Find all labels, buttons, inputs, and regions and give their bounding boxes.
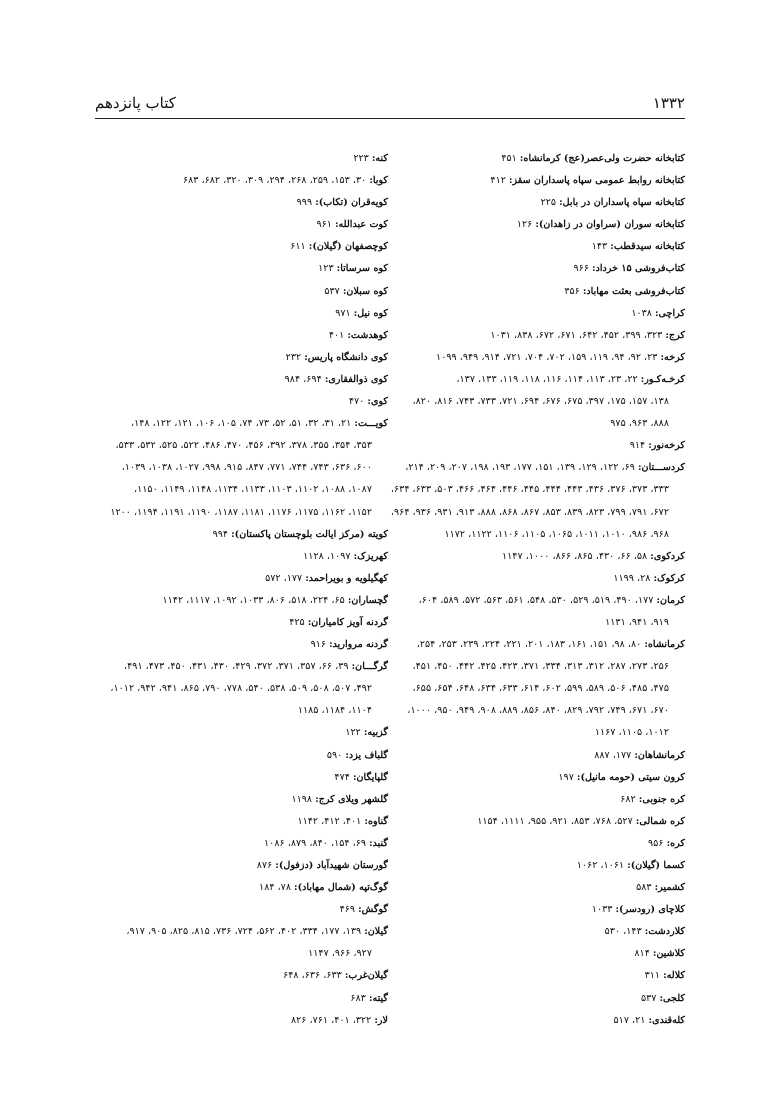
index-entry — [393, 435, 685, 457]
index-entry-name: کوهدشت: — [347, 329, 388, 341]
index-entry — [93, 634, 388, 656]
index-entry — [393, 192, 685, 214]
index-entry-pages: ۱۰۳۸ — [631, 307, 652, 319]
index-entry-continuation — [93, 700, 388, 722]
index-entry — [393, 811, 685, 833]
index-entry-pages: ۹۶۸، ۹۸۶، ۱۰۱۰، ۱۰۱۱، ۱۰۶۵، ۱۱۰۵، ۱۱۰۶، ۱۱۲۲، ۱۱۷۲ — [444, 528, 669, 540]
index-entry-pages: ۲۸، ۱۱۹۹ — [613, 572, 651, 584]
index-entry-continuation — [393, 678, 685, 700]
index-entry-name: کتاب‌فروشی بعثت مهاباد: — [582, 285, 685, 297]
index-entry-name: کتابخانه روابط عمومی سپاه پاسداران سقز: — [508, 175, 685, 187]
index-entry — [93, 965, 388, 987]
index-entry-name: گرگـــان: — [351, 661, 388, 673]
index-entry-name: کویه‌قران (تکاب): — [315, 197, 388, 209]
index-entry-pages: ۸۸۸، ۹۶۳، ۹۷۵ — [610, 418, 669, 430]
index-entry-name: کوی: — [367, 396, 388, 408]
index-entry-pages: ۱۰۹۷، ۱۱۲۸ — [303, 550, 351, 562]
index-entry-pages: ۱۷۷، ۴۹۰، ۵۱۹، ۵۲۹، ۵۳۰، ۵۴۸، ۵۶۱، ۵۶۳، ۵۷۲، ۵۸۹، ۶۰۴، — [418, 594, 654, 606]
index-entry-pages: ۵۸۳ — [636, 882, 652, 894]
index-entry-pages: ۴۹۲، ۵۰۷، ۵۰۸، ۵۰۹، ۵۳۸، ۵۴۰، ۷۷۸، ۷۹۰، ۸۶۵، ۹۴۱، ۹۴۲، ۱۰۱۲، — [110, 683, 372, 695]
index-entry — [393, 281, 685, 303]
index-entry-pages: ۴۰۱ — [328, 329, 345, 341]
index-entry-name: کرخه: — [660, 351, 685, 363]
index-entry — [393, 590, 685, 612]
index-entry — [93, 281, 388, 303]
index-entry-pages: ۱۴۳، ۵۳۰ — [604, 926, 642, 938]
index-entry — [93, 148, 388, 170]
index-entry-continuation — [93, 435, 388, 457]
index-entry-pages: ۲۲، ۲۳، ۱۱۳، ۱۱۴، ۱۱۶، ۱۱۸، ۱۱۹، ۱۳۳، ۱۳۷، — [456, 373, 638, 385]
index-entry-pages: ۶۹۴، ۹۸۴ — [284, 373, 322, 385]
index-entry-name: کتابخانه سوران (سراوان در زاهدان): — [535, 219, 685, 231]
index-entry-continuation — [393, 413, 685, 435]
index-entry-name: کره شمالی: — [635, 815, 685, 827]
index-entry-pages: ۵۳۷ — [324, 285, 340, 297]
index-entry-name: گچساران: — [347, 594, 388, 606]
index-entry-pages: ۵۸، ۶۶، ۴۳۰، ۸۶۵، ۸۶۶، ۱۰۰۰، ۱۱۴۷ — [502, 550, 648, 562]
index-entry — [93, 722, 388, 744]
index-entry — [93, 524, 388, 546]
index-entry-pages: ۲۲۵ — [540, 197, 557, 209]
index-entry-name: کنه: — [371, 153, 388, 164]
index-entry — [93, 347, 388, 369]
index-entry-continuation — [93, 943, 388, 965]
index-entry-pages: ۴۷۴ — [334, 771, 350, 783]
index-entry — [393, 457, 685, 479]
index-entry — [93, 833, 388, 855]
index-entry — [93, 921, 388, 943]
index-entry-pages: ۲۳۲ — [285, 351, 302, 363]
index-entry-pages: ۸۱۴ — [634, 948, 650, 960]
index-entry-name: کشمیر: — [654, 882, 685, 894]
index-entry-name: کتاب‌فروشی ۱۵ خرداد: — [592, 263, 685, 275]
index-entry — [393, 1010, 685, 1032]
index-entry — [93, 811, 388, 833]
index-entry — [93, 413, 388, 435]
index-entry — [393, 546, 685, 568]
index-entry — [93, 369, 388, 391]
index-entry-pages: ۹۱۶ — [310, 639, 327, 651]
index-entry-pages: ۳۱۱ — [644, 970, 661, 982]
index-entry — [393, 369, 685, 391]
index-entry — [393, 789, 685, 811]
index-entry-pages: ۳۰، ۱۵۳، ۲۵۹، ۲۶۸، ۲۹۴، ۳۰۹، ۳۲۰، ۶۸۲، ۶۸۳ — [182, 175, 367, 187]
index-entry — [93, 546, 388, 568]
index-entry-pages: ۳۳۳، ۳۷۳، ۳۷۶، ۴۳۶، ۴۴۳، ۴۴۴، ۴۴۵، ۴۴۶، ۴۶۴، ۴۶۶، ۵۰۳، ۶۳۳، ۶۳۴، — [390, 484, 669, 496]
index-entry-pages: ۱۰۶۱، ۱۰۶۲ — [576, 860, 625, 871]
index-entry-pages: ۳۵۶ — [564, 285, 580, 297]
index-entry — [93, 214, 388, 236]
index-entry-pages: ۴۷۰ — [348, 396, 365, 408]
index-entry-pages: ۱۷۷، ۸۸۷ — [594, 749, 632, 761]
index-entry-pages: ۱۰۳۳ — [591, 904, 613, 916]
index-entry-name: کتابخانه حضرت ولی‌عصر(عج) کرمانشاه: — [519, 153, 685, 164]
index-entry-pages: ۶۷۲، ۷۹۱، ۷۹۹، ۸۲۳، ۸۳۹، ۸۵۳، ۸۶۷، ۸۶۸، ۸۸۸، ۹۱۳، ۹۳۱، ۹۳۶، ۹۶۴، — [390, 506, 669, 518]
index-entry-pages: ۸۰، ۹۸، ۱۵۱، ۱۶۱، ۱۸۳، ۲۰۱، ۲۲۱، ۲۲۴، ۲۳۹، ۲۵۳، ۲۵۴، — [416, 639, 642, 651]
index-entry-name: کوه نیل: — [353, 307, 388, 319]
index-entry-name: کله‌قندی: — [648, 1014, 685, 1026]
index-entry-pages: ۴۰۱، ۴۱۲، ۱۱۴۲ — [297, 815, 362, 827]
index-entry-name: کرمانشاهان: — [634, 749, 685, 761]
index-entry — [393, 855, 685, 877]
index-entry-name: گیلان‌غرب: — [344, 970, 388, 982]
index-entry-pages: ۹۶۶ — [573, 263, 589, 275]
index-entry-name: کرمان: — [656, 594, 685, 606]
index-entry-pages: ۱۰۸۷، ۱۰۸۸، ۱۱۰۲، ۱۱۰۳، ۱۱۳۳، ۱۱۳۴، ۱۱۴۸، ۱۱۴۹، ۱۱۵۰، — [134, 484, 372, 496]
index-entry-name: کوبا: — [369, 175, 388, 187]
index-entry — [393, 833, 685, 855]
index-entry-pages: ۹۹۹ — [296, 197, 313, 209]
index-entry-name: گزبیه: — [363, 727, 388, 739]
index-entry-pages: ۶۵، ۲۲۴، ۵۱۸، ۸۰۶، ۱۰۳۳، ۱۰۹۲، ۱۱۱۷، ۱۱۴۲ — [162, 594, 345, 606]
index-entry — [393, 745, 685, 767]
index-entry-pages: ۱۲۲ — [345, 727, 361, 739]
index-entry-pages: ۹۱۹، ۹۴۱، ۱۱۳۱ — [605, 616, 669, 628]
index-entry-name: کرخـه‌کـور: — [640, 373, 685, 385]
index-entry-name: کلجی: — [659, 992, 685, 1004]
index-entry-pages: ۹۶۱ — [316, 219, 332, 231]
index-entry-name: گنبد: — [369, 837, 388, 849]
index-entry-name: کردکوی: — [650, 550, 685, 562]
index-entry-pages: ۹۲۷، ۹۶۶، ۱۱۴۷ — [308, 948, 372, 960]
index-entry-name: کردســـتان: — [637, 462, 685, 474]
page-header — [95, 94, 685, 116]
index-entry-pages: ۹۱۴ — [629, 440, 646, 452]
index-entry-name: کلاچای (رودسر): — [615, 904, 685, 916]
index-entry-name: گردنه مروارید: — [329, 639, 388, 651]
index-entry-pages: ۸۷۶ — [256, 860, 273, 871]
index-entry — [393, 347, 685, 369]
index-entry-name: کویته (مرکز ایالت بلوچستان پاکستان): — [231, 528, 388, 540]
index-entry-name: کره جنوبی: — [638, 793, 685, 805]
index-entry — [393, 988, 685, 1010]
index-entry-pages: ۹۵۶ — [648, 837, 664, 849]
index-entry-pages: ۱۴۳ — [591, 241, 608, 253]
index-entry-pages: ۶۹، ۱۵۴، ۸۴۰، ۸۷۹، ۱۰۸۶ — [264, 837, 366, 849]
index-entry-pages: ۲۲۳ — [353, 153, 369, 164]
index-entry-name: گوگ‌تپه (شمال مهاباد): — [294, 882, 388, 894]
index-entry — [93, 391, 388, 413]
index-entry-continuation — [393, 612, 685, 634]
index-entry-pages: ۶۷۰، ۶۷۱، ۷۴۹، ۷۹۲، ۸۲۹، ۸۴۰، ۸۵۶، ۸۸۹، ۹۰۸، ۹۴۹، ۹۵۰، ۱۰۰۰، — [407, 705, 669, 717]
index-entry — [393, 899, 685, 921]
index-entry — [393, 236, 685, 258]
index-entry — [93, 899, 388, 921]
index-entry-pages: ۱۹۷ — [558, 771, 574, 783]
index-entry — [393, 767, 685, 789]
index-entry-pages: ۳۲۳، ۳۹۹، ۴۵۲، ۶۴۲، ۶۷۱، ۶۷۲، ۸۳۸، ۱۰۳۱ — [490, 329, 663, 341]
index-entry-pages: ۳۲۲، ۴۰۱، ۷۶۱، ۸۲۶ — [290, 1014, 372, 1026]
index-entry — [93, 745, 388, 767]
index-entry-pages: ۴۷۵، ۴۸۵، ۵۰۶، ۵۸۹، ۵۹۹، ۶۰۲، ۶۱۴، ۶۳۳، ۶۳۴، ۶۴۸، ۶۵۴، ۶۵۵، — [412, 683, 669, 695]
index-entry-pages: ۹۹۴ — [212, 528, 229, 540]
page-number: ۱۳۳۲ — [652, 94, 685, 112]
index-entry-continuation — [93, 479, 388, 501]
index-entry-continuation — [393, 700, 685, 722]
index-entry-name: کتابخانه سپاه پاسداران در بابل: — [559, 197, 685, 209]
index-entry — [393, 214, 685, 236]
index-entry-pages: ۱۲۶ — [516, 219, 533, 231]
index-entry-name: کلاردشت: — [644, 926, 685, 938]
index-entry — [93, 877, 388, 899]
index-entry — [93, 590, 388, 612]
index-entry-pages: ۹۷۱ — [335, 307, 351, 319]
index-entry — [93, 789, 388, 811]
index-entry-name: کسما (گیلان): — [627, 860, 685, 871]
index-entry-pages: ۱۷۷، ۵۷۲ — [265, 572, 303, 584]
index-entry — [393, 148, 685, 170]
index-entry — [93, 988, 388, 1010]
index-entry-pages: ۱۱۹۸ — [291, 793, 313, 805]
index-entry-pages: ۳۹، ۶۶، ۳۵۷، ۳۷۱، ۳۷۲، ۴۲۹، ۴۳۰، ۴۳۱، ۴۵۰، ۴۷۳، ۴۹۱، — [124, 661, 349, 673]
index-entry-pages: ۲۳، ۹۲، ۹۴، ۱۱۹، ۱۵۹، ۷۰۲، ۷۰۴، ۷۲۱، ۹۱۴، ۹۴۹، ۱۰۹۹ — [436, 351, 658, 363]
index-entry-pages: ۶۸۲ — [620, 793, 636, 805]
index-entry-name: لار: — [374, 1014, 388, 1026]
index-column-left — [93, 148, 388, 1032]
index-entry-continuation — [393, 524, 685, 546]
index-entry-pages: ۵۳۷ — [640, 992, 657, 1004]
index-entry-name: گلپایگان: — [352, 771, 388, 783]
index-entry-name: کوه سبلان: — [342, 285, 388, 297]
index-entry-name: گردنه آویز کامیاران: — [307, 616, 388, 628]
index-entry-pages: ۶۱۱ — [290, 241, 306, 253]
index-entry-name: کهگیلویه و بویراحمد: — [305, 572, 388, 584]
index-column-right — [390, 148, 685, 1032]
index-entry-pages: ۶۳۳، ۶۳۶، ۶۴۸ — [283, 970, 342, 982]
index-entry — [393, 965, 685, 987]
index-entry-pages: ۶۸۳ — [350, 992, 366, 1004]
index-entry-pages: ۲۵۶، ۲۷۳، ۲۸۷، ۳۱۲، ۳۱۳، ۳۳۴، ۳۷۱، ۴۲۳، ۴۲۵، ۴۴۲، ۴۵۰، ۴۵۱، — [412, 661, 669, 673]
index-entry — [393, 325, 685, 347]
index-entry-name: گلباف یزد: — [345, 749, 388, 761]
index-entry — [93, 855, 388, 877]
index-entry-pages: ۱۰۱۲، ۱۱۰۵، ۱۱۶۷ — [594, 727, 669, 739]
index-entry — [393, 303, 685, 325]
index-entry — [93, 656, 388, 678]
index-entry-continuation — [93, 502, 388, 524]
index-entry-pages: ۷۸، ۱۸۴ — [259, 882, 291, 894]
index-entry-name: گناوه: — [364, 815, 388, 827]
index-entry — [93, 303, 388, 325]
index-entry — [93, 170, 388, 192]
index-entry-name: گیته: — [368, 992, 388, 1004]
index-entry-name: گلشهر ویلای کرج: — [315, 793, 388, 805]
index-entry-pages: ۱۱۰۴، ۱۱۸۴، ۱۱۸۵ — [297, 705, 372, 717]
index-entry — [93, 1010, 388, 1032]
index-entry-name: کراچی: — [655, 307, 685, 319]
header-rule — [95, 118, 685, 119]
index-entry-name: کرمانشاه: — [644, 639, 685, 651]
index-entry — [393, 877, 685, 899]
index-entry-continuation — [390, 479, 685, 501]
index-entry — [93, 236, 388, 258]
index-entry-continuation — [390, 502, 685, 524]
index-entry — [93, 258, 388, 280]
index-entry — [93, 192, 388, 214]
index-entry-continuation — [93, 678, 388, 700]
index-entry-name: کهریزک: — [353, 550, 388, 562]
index-entry-name: کوت عبدالله: — [335, 219, 388, 231]
index-entry — [393, 170, 685, 192]
index-entry — [93, 612, 388, 634]
index-entry — [393, 258, 685, 280]
index-entry-pages: ۱۳۸، ۱۵۷، ۱۷۵، ۳۹۷، ۶۷۵، ۶۷۶، ۶۹۴، ۷۲۱، ۷۳۳، ۷۴۳، ۸۱۶، ۸۲۰، — [412, 396, 669, 408]
index-entry-pages: ۵۹۰ — [326, 749, 343, 761]
book-title: کتاب پانزدهم — [95, 94, 176, 112]
index-entry-name: کتابخانه سیدقطب: — [610, 241, 685, 253]
index-entry — [393, 921, 685, 943]
index-entry-name: گورستان شهیدآباد (دزفول): — [275, 860, 388, 871]
index-entry-name: کره: — [666, 837, 685, 849]
index-entry — [93, 568, 388, 590]
index-entry-name: کلاله: — [663, 970, 685, 982]
index-entry-pages: ۶۰۰، ۶۳۶، ۷۴۳، ۷۴۴، ۷۷۱، ۸۴۷، ۹۱۵، ۹۹۸، ۱۰۲۷، ۱۰۳۸، ۱۰۳۹، — [121, 462, 372, 474]
index-entry-pages: ۴۱۲ — [490, 175, 506, 187]
index-entry — [393, 943, 685, 965]
index-entry-name: گیلان: — [364, 926, 388, 938]
index-entry-pages: ۵۲۷، ۷۶۸، ۸۵۳، ۹۲۱، ۹۵۵، ۱۱۱۱، ۱۱۵۴ — [477, 815, 633, 827]
index-entry-name: کوی دانشگاه پاریس: — [304, 351, 388, 363]
index-entry-pages: ۲۱، ۳۱، ۳۲، ۵۱، ۵۲، ۷۳، ۷۴، ۱۰۵، ۱۰۶، ۱۲۱، ۱۲۲، ۱۴۸، — [130, 418, 352, 430]
index-entry — [93, 325, 388, 347]
index-entry-pages: ۴۶۹ — [339, 904, 356, 916]
index-entry-name: کرون سیتی (حومه مانیل): — [576, 771, 685, 783]
index-entry-continuation — [93, 457, 388, 479]
index-entry-pages: ۴۵۱ — [501, 153, 517, 164]
index-entry-pages: ۲۱، ۵۱۷ — [613, 1014, 646, 1026]
index-entry-name: کرج: — [665, 329, 685, 341]
index-entry-name: کوه سرساتا: — [336, 263, 388, 275]
index-entry-name: کوچصفهان (گیلان): — [308, 241, 388, 253]
index-entry-pages: ۴۲۵ — [289, 616, 305, 628]
index-entry — [393, 568, 685, 590]
index-entry-name: کوی ذوالفقاری: — [324, 373, 388, 385]
index-entry-pages: ۳۵۳، ۳۵۴، ۳۵۵، ۳۷۸، ۳۹۲، ۴۵۶، ۴۷۰، ۴۸۶، ۵۲۲، ۵۲۵، ۵۳۲، ۵۳۳، — [115, 440, 372, 452]
index-entry-continuation — [393, 656, 685, 678]
index-entry — [393, 634, 685, 656]
index-entry-pages: ۱۲۳ — [318, 263, 334, 275]
index-entry-name: کرخه‌نور: — [648, 440, 685, 452]
index-entry-name: کلاشین: — [652, 948, 685, 960]
index-entry-pages: ۱۱۵۲، ۱۱۶۲، ۱۱۷۵، ۱۱۷۶، ۱۱۸۱، ۱۱۸۷، ۱۱۹۰، ۱۱۹۱، ۱۱۹۴، ۱۲۰۰ — [110, 506, 372, 518]
index-entry-pages: ۱۳۹، ۱۷۷، ۳۳۴، ۴۰۲، ۵۶۲، ۷۲۴، ۷۳۶، ۸۱۵، ۸۲۵، ۹۰۵، ۹۱۷، — [126, 926, 362, 938]
index-entry — [93, 767, 388, 789]
index-entry-pages: ۶۹، ۱۲۲، ۱۲۹، ۱۳۹، ۱۵۱، ۱۷۷، ۱۹۳، ۱۹۸، ۲۰۷، ۲۰۹، ۲۱۴، — [405, 462, 635, 474]
index-entry-name: کویـــت: — [354, 418, 388, 430]
index-entry-name: کرکوک: — [653, 572, 685, 584]
index-entry-name: گوگش: — [358, 904, 388, 916]
index-entry-continuation — [393, 722, 685, 744]
index-entry-continuation — [393, 391, 685, 413]
